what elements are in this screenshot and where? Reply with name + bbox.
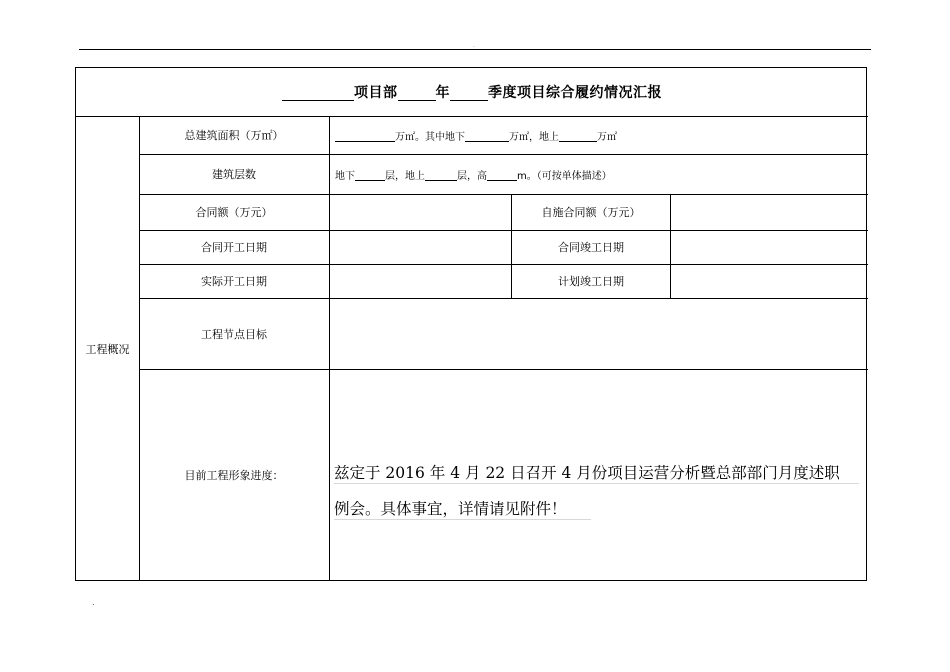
title-part-year: 年 (435, 85, 450, 101)
title-part-rest: 季度项目综合履约情况汇报 (488, 85, 662, 101)
contract-start-label: 合同开工日期 (201, 241, 267, 254)
milestone-label: 工程节点目标 (201, 327, 267, 341)
planned-end-value[interactable] (671, 264, 867, 298)
floors-part-2: 层，地上 (385, 170, 425, 182)
contract-end-label: 合同竣工日期 (558, 241, 624, 254)
blank-total-area[interactable] (335, 129, 395, 142)
floors-value (335, 154, 865, 194)
contract-amount-value[interactable] (330, 194, 511, 230)
floors-label: 建筑层数 (212, 168, 256, 181)
area-unit-3: 万㎡ (597, 131, 617, 143)
title-part-dept: 项目部 (354, 85, 398, 101)
footer-mark: . (92, 598, 95, 607)
floors-part-4: m。（可按单体描述） (517, 170, 612, 182)
section-label: 工程概况 (85, 342, 130, 356)
notice-line-2: 例会。具体事宜，详情请见附件！ (334, 499, 591, 520)
notice-line-1: 兹定于 2016 年 4 月 22 日召开 4 月份项目运营分析暨总部部门月度述职 (334, 463, 859, 484)
blank-underground-area[interactable] (465, 129, 509, 142)
blank-quarter[interactable] (450, 84, 488, 101)
area-value (335, 116, 865, 154)
blank-aboveground-area[interactable] (559, 129, 597, 142)
self-contract-value[interactable] (671, 194, 867, 230)
blank-underground-floors[interactable] (355, 168, 385, 181)
planned-end-label: 计划竣工日期 (558, 275, 624, 288)
contract-end-value[interactable] (671, 230, 867, 264)
floors-part-3: 层，高 (457, 170, 487, 182)
area-unit-2: 万㎡，地上 (509, 131, 559, 143)
blank-aboveground-floors[interactable] (425, 168, 457, 181)
actual-start-value[interactable] (330, 264, 511, 298)
blank-height[interactable] (487, 168, 517, 181)
contract-start-value[interactable] (330, 230, 511, 264)
report-title (76, 68, 868, 116)
area-unit-1: 万㎡。其中地下 (395, 131, 465, 143)
self-contract-label: 自施合同额（万元） (541, 206, 641, 219)
milestone-value[interactable] (330, 298, 867, 369)
blank-project-name[interactable] (282, 84, 354, 101)
floors-part-1: 地下 (335, 170, 355, 182)
area-label: 总建筑面积（万㎡） (184, 129, 284, 142)
blank-year[interactable] (398, 84, 436, 101)
actual-start-label: 实际开工日期 (201, 275, 267, 288)
progress-label: 目前工程形象进度： (184, 469, 284, 482)
contract-amount-label: 合同额（万元） (195, 206, 273, 219)
header-mark: . (473, 42, 475, 49)
header-rule (79, 49, 871, 50)
